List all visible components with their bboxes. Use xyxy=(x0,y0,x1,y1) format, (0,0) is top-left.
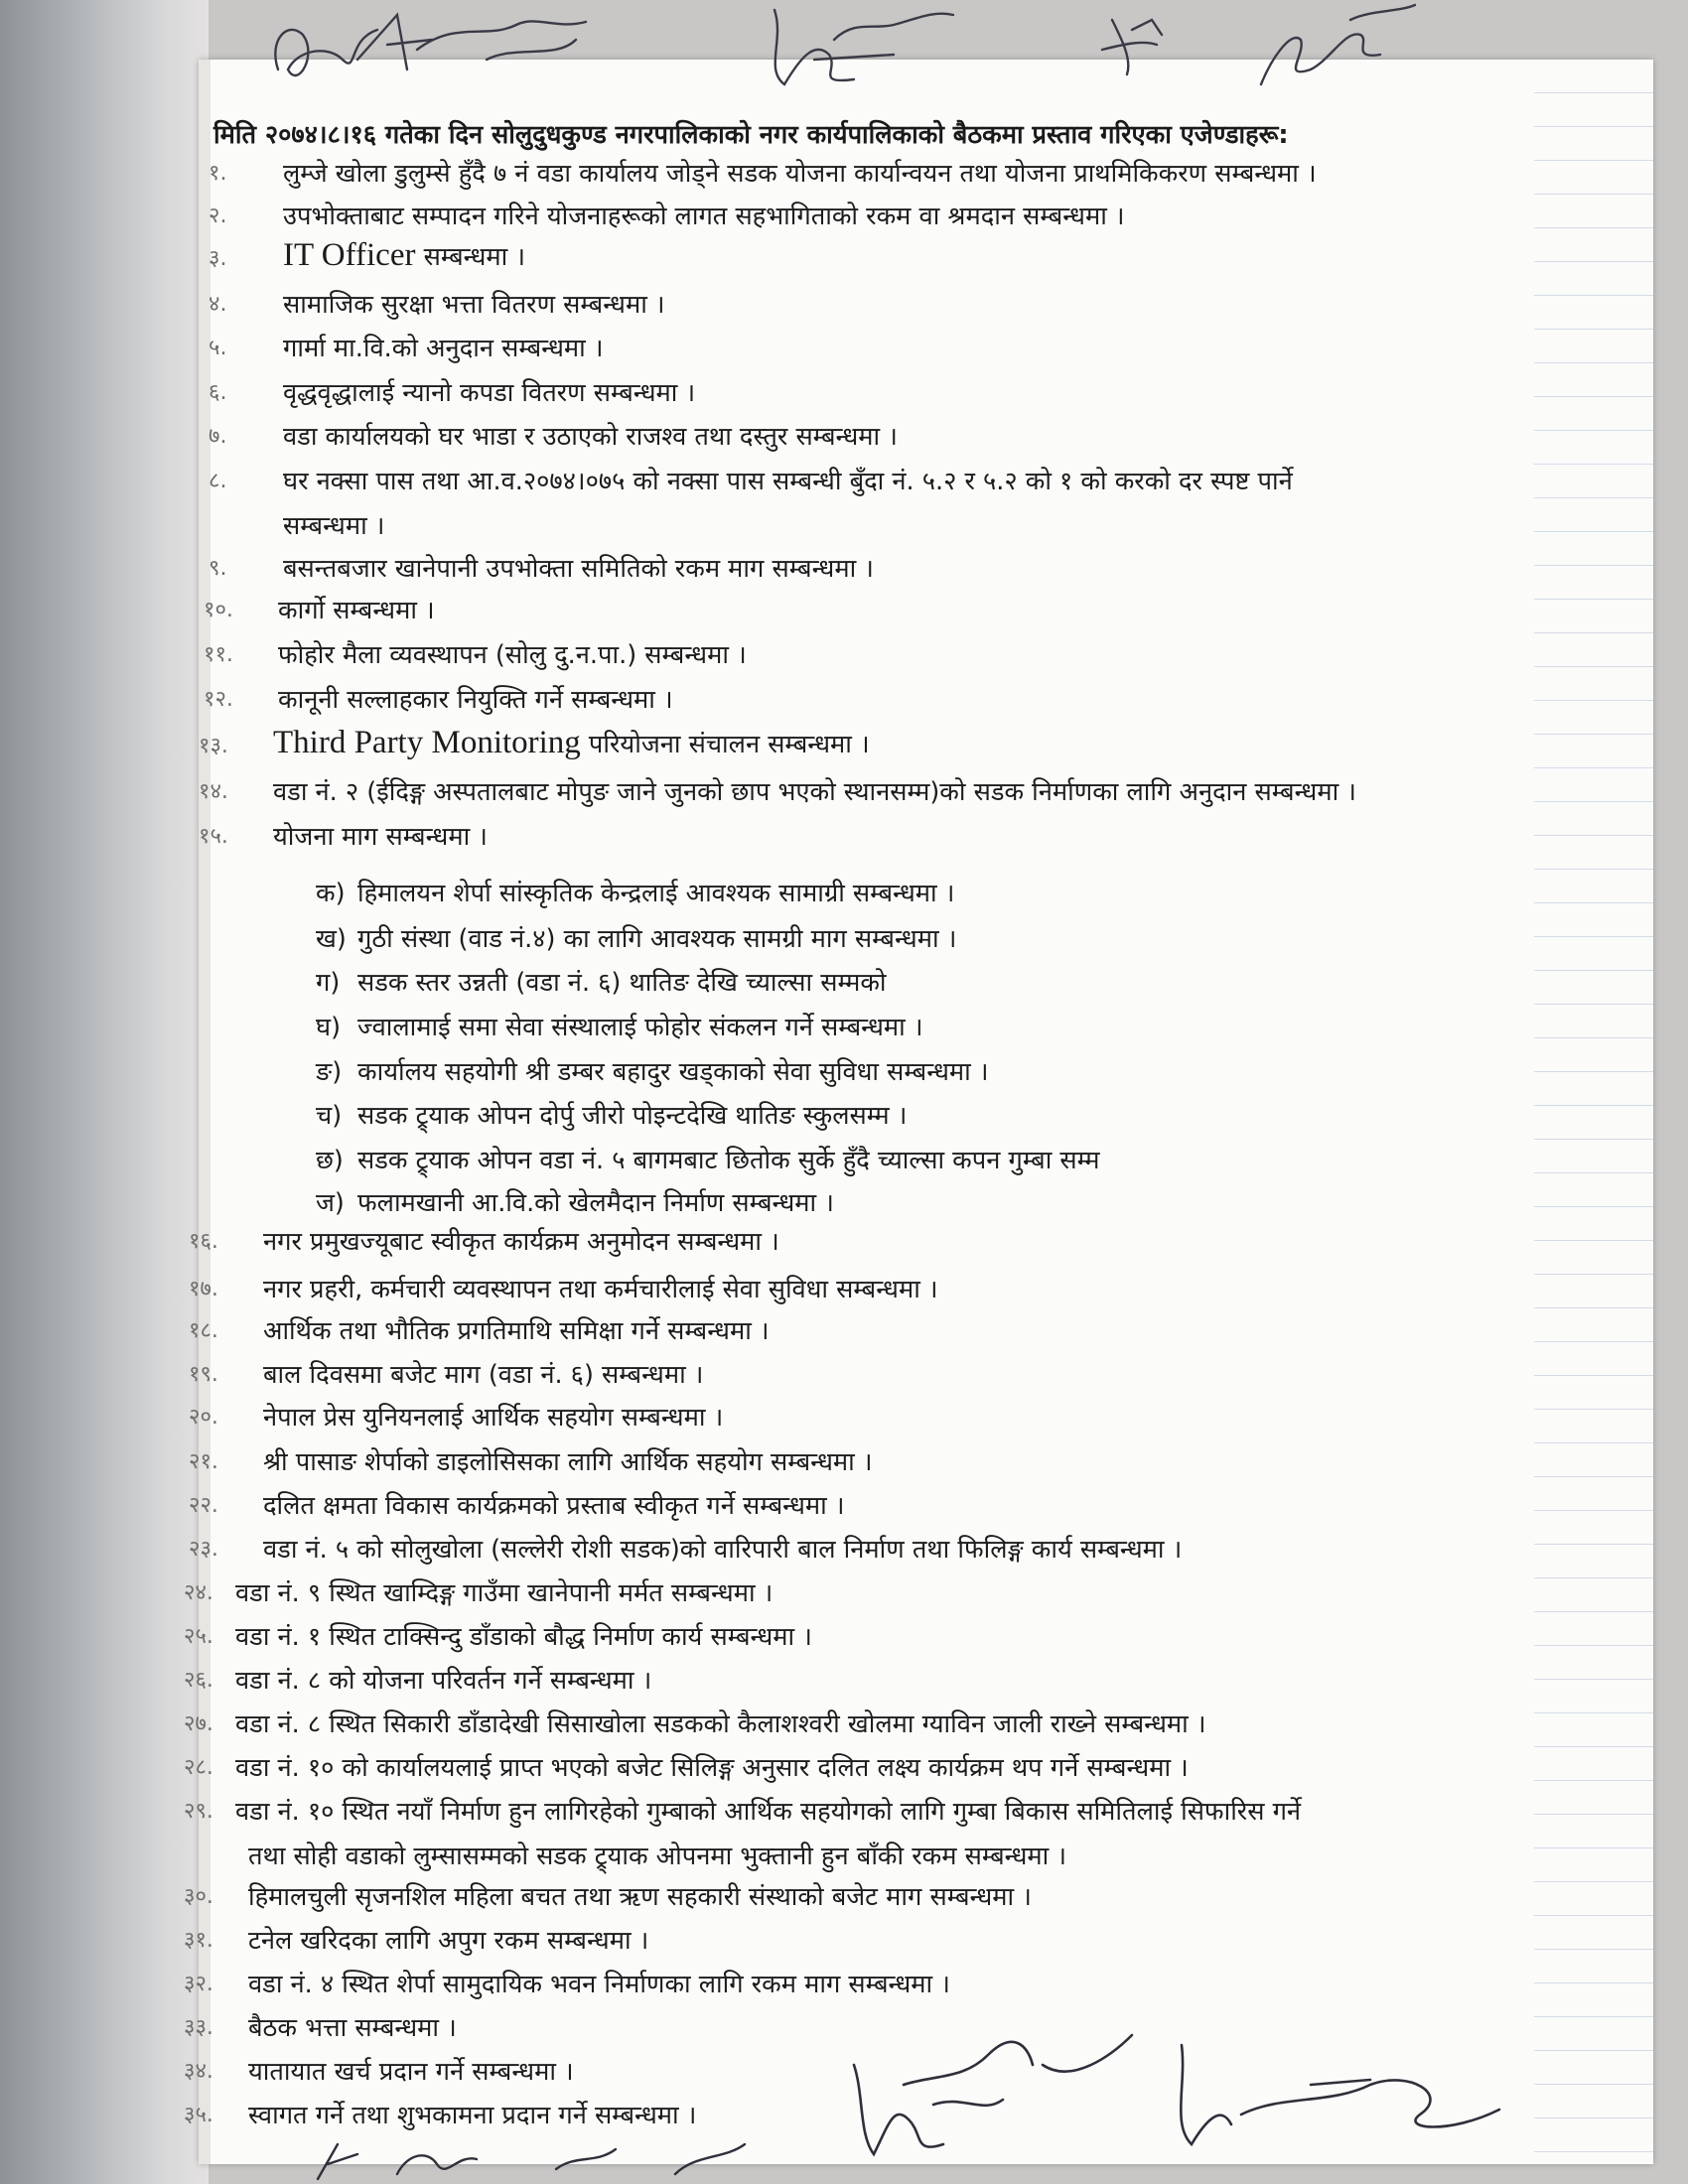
item-number: २६. xyxy=(184,1668,213,1693)
sub-item-letter: छ) xyxy=(316,1146,344,1175)
item-text: आर्थिक तथा भौतिक प्रगतिमाथि समिक्षा गर्ने सम्बन्धमा । xyxy=(263,1316,770,1346)
item-text: नगर प्रमुखज्यूबाट स्वीकृत कार्यक्रम अनुमोदन सम्बन्धमा । xyxy=(263,1227,779,1257)
item-text: लुम्जे खोला डुलुम्से हुँदै ७ नं वडा कार्यालय जोड्ने सडक योजना कार्यान्वयन तथा योजना प्राथमिकिकरण सम्बन्धमा । xyxy=(283,159,1317,189)
item-continuation: तथा सोही वडाको लुम्सासम्मको सडक ट्र्याक ओपनमा भुक्तानी हुन बाँकी रकम सम्बन्धमा । xyxy=(248,1842,1067,1871)
item-text: कानूनी सल्लाहकार नियुक्ति गर्ने सम्बन्धमा । xyxy=(278,685,673,715)
item-text: वडा नं. २ (ईदिङ्ग अस्पतालबाट मोपुङ जाने जुनको छाप भएको स्थानसम्म)को सडक निर्माणका लागि अनुदान सम्बन्धमा । xyxy=(273,777,1356,807)
sub-item xyxy=(316,1185,834,1219)
item-text: वृद्धवृद्धालाई न्यानो कपडा वितरण सम्बन्धमा । xyxy=(283,378,696,408)
item-number: २०. xyxy=(189,1405,218,1430)
sub-item-letter: च) xyxy=(316,1101,343,1131)
item-text: कार्गो सम्बन्धमा । xyxy=(278,596,435,625)
item-number: २२. xyxy=(189,1493,218,1518)
item-number: २९. xyxy=(184,1799,213,1824)
agenda-heading: मिति २०७४।८।१६ गतेका दिन सोलुदुधकुण्ड नगरपालिकाको नगर कार्यपालिकाको बैठकमा प्रस्ताव गरिएका एजेण्डाहरू: xyxy=(213,120,1289,150)
item-text: वडा नं. ४ स्थित शेर्पा सामुदायिक भवन निर्माणका लागि रकम माग सम्बन्धमा । xyxy=(248,1970,950,1999)
item-text xyxy=(273,725,870,760)
item-number: १३. xyxy=(199,734,228,758)
sub-item-letter: क) xyxy=(316,879,346,908)
item-text: घर नक्सा पास तथा आ.व.२०७४।०७५ को नक्सा पास सम्बन्धी बुँदा नं. ५.२ र ५.२ को १ को करको दर स्पष्ट पार्ने xyxy=(283,467,1293,496)
item-number: १६. xyxy=(189,1229,218,1254)
item-number: ३१. xyxy=(184,1928,213,1953)
item-text: स्वागत गर्ने तथा शुभकामना प्रदान गर्ने सम्बन्धमा । xyxy=(248,2101,697,2130)
sub-item-letter: ग) xyxy=(316,968,341,998)
item-number: ७. xyxy=(209,424,227,449)
item-text xyxy=(283,237,526,273)
item-number: २५. xyxy=(184,1624,213,1649)
item-text: नेपाल प्रेस युनियनलाई आर्थिक सहयोग सम्बन्धमा । xyxy=(263,1403,724,1433)
item-text: वडा नं. ९ स्थित खाम्दिङ्ग गाउँमा खानेपानी मर्मत सम्बन्धमा । xyxy=(235,1578,774,1608)
item-text: फोहोर मैला व्यवस्थापन (सोलु दु.न.पा.) सम्बन्धमा । xyxy=(278,640,747,670)
item-text: वडा कार्यालयको घर भाडा र उठाएको राजश्व तथा दस्तुर सम्बन्धमा । xyxy=(283,422,898,452)
item-text: वडा नं. ५ को सोलुखोला (सल्लेरी रोशी सडक)को वारिपारी बाल निर्माण तथा फिलिङ्ग कार्य सम्बन्धमा । xyxy=(263,1535,1183,1565)
item-text-np: सम्बन्धमा । xyxy=(415,242,526,272)
item-number: १४. xyxy=(199,779,228,804)
item-number: १७. xyxy=(189,1277,218,1301)
sub-item-letter: ख) xyxy=(316,924,347,954)
item-number: ५. xyxy=(209,336,227,360)
item-text: वडा नं. १० स्थित नयाँ निर्माण हुन लागिरहेको गुम्बाको आर्थिक सहयोगको लागि गुम्बा बिकास समितिलाई सिफारिस गर्ने xyxy=(235,1797,1302,1827)
sub-item-letter: ङ) xyxy=(316,1057,343,1087)
item-continuation: सम्बन्धमा । xyxy=(283,511,385,541)
item-text: बाल दिवसमा बजेट माग (वडा नं. ६) सम्बन्धमा । xyxy=(263,1360,704,1390)
item-number: १८. xyxy=(189,1318,218,1343)
sub-item-text: ज्वालामाई समा सेवा संस्थालाई फोहोर संकलन गर्ने सम्बन्धमा । xyxy=(357,1013,923,1042)
item-text: हिमालचुली सृजनशिल महिला बचत तथा ऋण सहकारी संस्थाको बजेट माग सम्बन्धमा । xyxy=(248,1882,1032,1912)
item-number: २८. xyxy=(184,1755,213,1780)
bottom-left-signatures-image xyxy=(298,2134,774,2184)
item-number: ९. xyxy=(209,556,227,581)
item-text: सामाजिक सुरक्षा भत्ता वितरण सम्बन्धमा । xyxy=(283,290,665,320)
sub-item xyxy=(316,965,887,999)
item-text: वडा नं. १० को कार्यालयलाई प्राप्त भएको बजेट सिलिङ्ग अनुसार दलित लक्ष्य कार्यक्रम थप गर्ने सम्बन्धमा । xyxy=(235,1753,1189,1783)
sub-item xyxy=(316,921,956,955)
item-text: टनेल खरिदका लागि अपुग रकम सम्बन्धमा । xyxy=(248,1926,649,1956)
sub-item-letter: घ) xyxy=(316,1013,342,1042)
sub-item xyxy=(316,1143,1100,1176)
item-text: यातायात खर्च प्रदान गर्ने सम्बन्धमा । xyxy=(248,2057,574,2087)
item-number: १२. xyxy=(204,687,233,712)
item-number: २७. xyxy=(184,1711,213,1736)
sub-item-text: सडक ट्र्याक ओपन वडा नं. ५ बागमबाट छितोक सुर्के हुँदै च्याल्सा कपन गुम्बा सम्म xyxy=(357,1146,1100,1175)
item-text: गार्मा मा.वि.को अनुदान सम्बन्धमा । xyxy=(283,334,604,363)
item-number: ६. xyxy=(209,380,227,405)
top-signatures-image xyxy=(258,0,1470,109)
item-text: योजना माग सम्बन्धमा । xyxy=(273,822,488,852)
sub-item-text: हिमालयन शेर्पा सांस्कृतिक केन्द्रलाई आवश्यक सामाग्री सम्बन्धमा । xyxy=(357,879,955,908)
item-number: २३. xyxy=(189,1537,218,1562)
item-number: ८. xyxy=(209,469,227,493)
bottom-signatures-image xyxy=(814,2025,1529,2174)
sub-item xyxy=(316,1054,989,1088)
item-number: २४. xyxy=(184,1580,213,1605)
item-text: श्री पासाङ शेर्पाको डाइलोसिसका लागि आर्थिक सहयोग सम्बन्धमा । xyxy=(263,1447,873,1477)
item-number: ३३. xyxy=(184,2015,213,2040)
sub-item-letter: ज) xyxy=(316,1188,345,1218)
sub-item xyxy=(316,876,954,909)
item-number: १९. xyxy=(189,1362,218,1387)
item-number: १०. xyxy=(204,598,233,622)
item-text: दलित क्षमता विकास कार्यक्रमको प्रस्ताब स्वीकृत गर्ने सम्बन्धमा । xyxy=(263,1491,845,1521)
item-text: वडा नं. ८ स्थित सिकारी डाँडादेखी सिसाखोला सडकको कैलाशश्वरी खोलमा ग्याविन जाली राख्ने सम्बन्धमा । xyxy=(235,1709,1206,1739)
item-text: बैठक भत्ता सम्बन्धमा । xyxy=(248,2013,457,2043)
item-text: नगर प्रहरी, कर्मचारी व्यवस्थापन तथा कर्मचारीलाई सेवा सुविधा सम्बन्धमा । xyxy=(263,1275,938,1304)
sub-item-text: गुठी संस्था (वाड नं.४) का लागि आवश्यक सामग्री माग सम्बन्धमा । xyxy=(357,924,957,954)
ruled-lines xyxy=(1534,60,1653,2164)
item-number: ३२. xyxy=(184,1972,213,1996)
sub-item-text: सडक स्तर उन्नती (वडा नं. ६) थातिङ देखि च्याल्सा सम्मको xyxy=(357,968,887,998)
sub-item-text: सडक ट्र्याक ओपन दोर्पु जीरो पोइन्टदेखि थातिङ स्कुलसम्म । xyxy=(357,1101,908,1131)
item-number: ११. xyxy=(204,642,233,667)
item-number: २१. xyxy=(189,1449,218,1474)
item-number: १. xyxy=(209,161,227,186)
page-margin xyxy=(199,60,211,2164)
item-text: वडा नं. १ स्थित टाक्सिन्दु डाँडाको बौद्ध निर्माण कार्य सम्बन्धमा । xyxy=(235,1622,812,1652)
item-text-en: Third Party Monitoring xyxy=(273,725,581,760)
sub-item xyxy=(316,1098,907,1132)
item-text-np: परियोजना संचालन सम्बन्धमा । xyxy=(580,730,870,759)
item-number: २. xyxy=(209,204,227,228)
item-number: ३०. xyxy=(184,1884,213,1909)
item-text: वडा नं. ८ को योजना परिवर्तन गर्ने सम्बन्धमा । xyxy=(235,1666,652,1696)
notebook-binding xyxy=(0,0,209,2184)
sub-item-text: फलामखानी आ.वि.को खेलमैदान निर्माण सम्बन्धमा । xyxy=(357,1188,834,1218)
sub-item xyxy=(316,1010,923,1043)
sub-item-text: कार्यालय सहयोगी श्री डम्बर बहादुर खड्काको सेवा सुविधा सम्बन्धमा । xyxy=(357,1057,989,1087)
item-number: ३४. xyxy=(184,2059,213,2084)
item-text: बसन्तबजार खानेपानी उपभोक्ता समितिको रकम माग सम्बन्धमा । xyxy=(283,554,874,584)
item-text-en: IT Officer xyxy=(283,237,416,273)
item-number: ३. xyxy=(209,246,227,271)
item-number: १५. xyxy=(199,824,228,849)
item-text: उपभोक्ताबाट सम्पादन गरिने योजनाहरूको लागत सहभागिताको रकम वा श्रमदान सम्बन्धमा । xyxy=(283,202,1125,231)
item-number: ४. xyxy=(209,292,227,317)
item-number: ३५. xyxy=(184,2103,213,2127)
